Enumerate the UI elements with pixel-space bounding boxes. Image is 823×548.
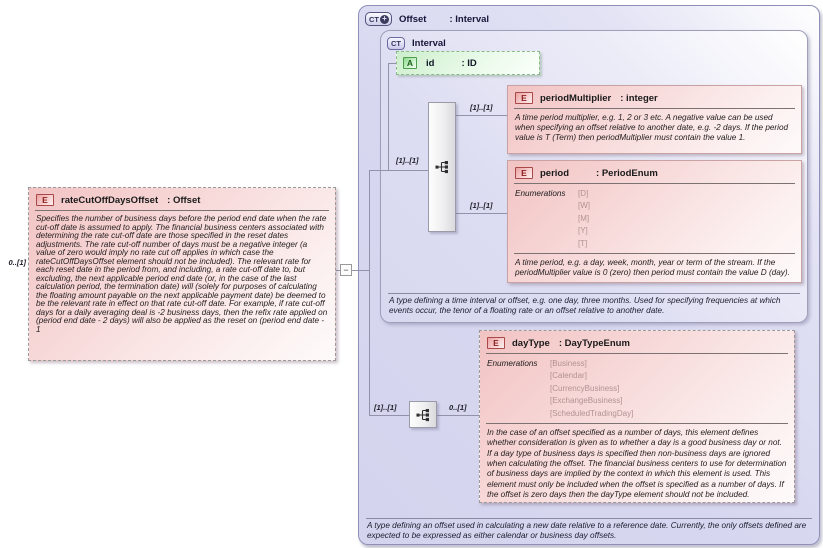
element-badge: E <box>515 92 533 104</box>
interval-annotation-divider <box>388 293 800 294</box>
offset-annotation: A type defining an offset used in calculating a new date relative to a reference date. Currently, the only offsets defined are expected to be expressed as either calendar or business day offsets. <box>367 521 807 541</box>
cardinality-rate: 0..[1] <box>8 258 26 267</box>
rate-name: rateCutOffDaysOffset <box>61 194 159 206</box>
period-enumerations <box>508 184 801 253</box>
interval-annotation: A type defining a time interval or offset, e.g. one day, three months. Used for specifying frequencies at which events occur, the tenor of a floating rate or an offset relative to another date. <box>389 296 781 316</box>
offset-name: Offset <box>399 13 427 25</box>
attribute-id-box[interactable] <box>396 51 540 75</box>
offset-base-type: : Interval <box>449 13 490 25</box>
element-badge: E <box>515 167 533 179</box>
period-name: period <box>540 167 570 179</box>
offset-header <box>359 6 819 26</box>
collapse-toggle[interactable]: − <box>340 264 352 276</box>
enum-value: [Calendar] <box>550 371 587 381</box>
sequence-icon <box>415 407 431 423</box>
enumerations-label: Enumerations <box>487 359 538 368</box>
day-type-annotation: In the case of an offset specified as a number of days, this element defines whether consideration is given as to whether a day is a good business day or not. If a day type of business days is specified then non-business days are ignored when calculating the offset. The financial business centers to use for determination of business days are implied by the context in which this element is used. This element must only be included when the offset is specified as a number of days. If the offset is zero days then the dayType element should not be included. <box>487 428 787 499</box>
element-rate-cut-off-days-offset[interactable] <box>28 187 336 361</box>
day-type-header <box>480 331 794 353</box>
cardinality-sequence-in: [1]..[1] <box>396 156 419 165</box>
attribute-id-type: : ID <box>461 57 477 69</box>
element-day-type[interactable] <box>479 330 795 503</box>
complex-type-expand-badge[interactable] <box>365 12 392 26</box>
enum-value: [ExchangeBusiness] <box>550 396 623 406</box>
cardinality-period: [1]..[1] <box>470 201 493 210</box>
interval-name: Interval <box>412 38 446 49</box>
ct-badge: CT <box>387 37 405 50</box>
enum-value: [Y] <box>578 226 588 236</box>
period-type: : PeriodEnum <box>596 167 658 179</box>
cardinality-period-multiplier: [1]..[1] <box>470 103 493 112</box>
sequence-compositor-2[interactable] <box>409 401 437 428</box>
interval-header <box>381 31 807 50</box>
connector-line <box>369 170 428 171</box>
connector-line <box>456 213 507 214</box>
rate-type: : Offset <box>167 194 201 206</box>
period-annotation: A time period, e.g. a day, week, month, year or term of the stream. If the periodMultiplier value is 0 (zero) then period must contain the value D (day). <box>515 258 790 277</box>
period-multiplier-annotation: A time period multiplier, e.g. 1, 2 or 3 etc. A negative value can be used when specifying an offset relative to another date, e.g. -2 days. If the period value is T (Term) then periodMultiplier must contain the value 1. <box>515 113 789 142</box>
day-type-type: : DayTypeEnum <box>558 337 630 349</box>
day-type-name: dayType <box>512 337 550 349</box>
period-multiplier-type: : integer <box>620 92 658 104</box>
enum-value: [M] <box>578 213 590 223</box>
attribute-badge: A <box>403 57 417 69</box>
connector-line <box>388 63 389 171</box>
element-badge: E <box>36 194 54 206</box>
enum-value: [D] <box>578 189 589 198</box>
connector-line <box>437 415 479 416</box>
cardinality-sequence2-in: [1]..[1] <box>374 403 397 412</box>
enum-value: [CurrencyBusiness] <box>550 383 620 393</box>
connector-line <box>456 115 507 116</box>
sequence-compositor[interactable] <box>428 102 456 232</box>
rate-header <box>29 188 335 210</box>
enum-value: [W] <box>578 201 590 211</box>
day-type-enumerations <box>480 354 794 423</box>
offset-annotation-divider <box>366 518 812 519</box>
plus-icon: + <box>380 15 389 24</box>
sequence-icon <box>434 159 450 175</box>
enum-value: [Business] <box>550 359 587 368</box>
period-multiplier-name: periodMultiplier <box>540 92 612 104</box>
cardinality-day-type: 0..[1] <box>449 403 467 412</box>
connector-line <box>369 415 409 416</box>
period-multiplier-header <box>508 86 801 108</box>
ct-badge-label: CT <box>369 14 379 24</box>
period-header <box>508 161 801 183</box>
connector-line <box>369 170 370 416</box>
enum-value: [T] <box>578 238 588 248</box>
enumerations-label: Enumerations <box>515 189 566 198</box>
attribute-id-name: id <box>426 57 435 69</box>
element-period[interactable] <box>507 160 802 283</box>
element-period-multiplier[interactable] <box>507 85 802 154</box>
element-badge: E <box>487 337 505 349</box>
rate-annotation: Specifies the number of business days before the period end date when the rate cut-off date is assumed to apply. The financial business centers associated with determining the rate cut-off date are those specified in the reset dates adjustments. The rate cut-off number of days must be a negative integer (a value of zero would imply no rate cut off applies in which case the rateCutOffDaysOffset element should not be included). The relevant rate for each reset date in the period from, and including, a rate cut-off date to, but excluding, the next applicable period end date (or, in the case of the last calculation period, the termination date) will (solely for purposes of calculating the floating amount payable on the next applicable payment date) be deemed to be the relevant rate in effect on that rate cut-off date. For example, if rate cut-off days for a daily averaging deal is -2 business days, then the refix rate applied on (period end date - 2 days) will also be applied as the reset on (period end date - 1 <box>36 214 328 334</box>
enum-value: [ScheduledTradingDay] <box>550 408 634 418</box>
